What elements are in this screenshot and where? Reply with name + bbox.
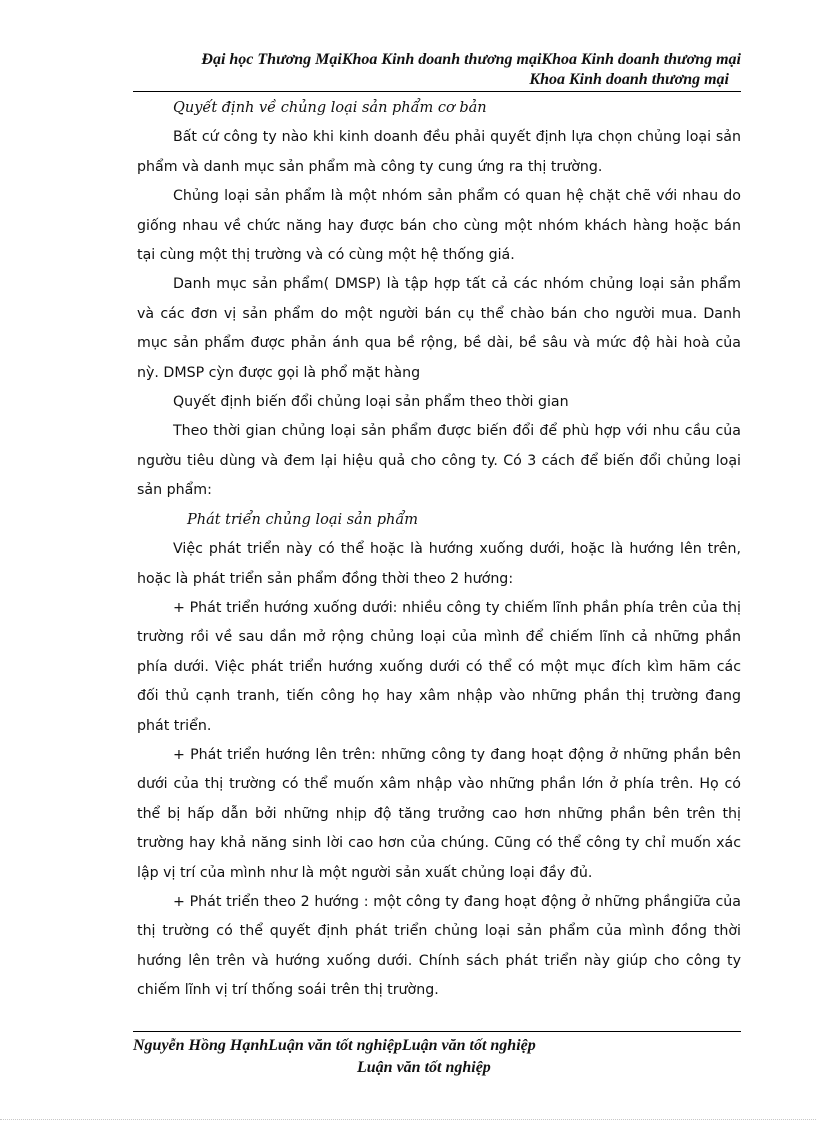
page-footer bbox=[133, 1035, 741, 1079]
paragraph-3: Danh mục sản phẩm( DMSP) là tập hợp tất cả các nhóm chủng loại sản phẩm và các đơn vị sản phẩm do một người bán cụ thể chào bán cho người mua. Danh mục sản phẩm được phản ánh qua bề rộng, bề dài, bề sâu và mức độ hài hoà của nỳ. DMSP cỳn được gọi là phổ mặt hàng bbox=[137, 276, 741, 381]
footer-line-1: Nguyễn Hồng HạnhLuận văn tốt nghiệpLuận văn tốt nghiệp bbox=[133, 1037, 536, 1054]
header-line-1: Đại học Thương MạiKhoa Kinh doanh thương mạiKhoa Kinh doanh thương mại bbox=[201, 51, 741, 68]
paragraph-2: Chủng loại sản phẩm là một nhóm sản phẩm có quan hệ chặt chẽ với nhau do giống nhau về chức năng hay được bán cho cùng một nhóm khách hàng hoặc bán tại cùng một thị trường và có cùng một hệ thống giá. bbox=[137, 188, 741, 264]
section-heading-basic: Quyết định về chủng loại sản phẩm cơ bản bbox=[173, 100, 487, 116]
paragraph-6: + Phát triển hướng xuống dưới: nhiều công ty chiếm lĩnh phần phía trên của thị trường rồi về sau dần mở rộng chủng loại của mình để chiếm lĩnh cả những phần phía dưới. Việc phát triển hướng xuống dưới có thể có một mục đích kìm hãm các đối thủ cạnh tranh, tiến công họ hay xâm nhập vào những phần thị trường đang phát triển. bbox=[137, 599, 741, 734]
document-body bbox=[137, 94, 741, 1006]
paragraph-8: + Phát triển theo 2 hướng : một công ty đang hoạt động ở những phầngiữa của thị trường có thể quyết định phát triển chủng loại sản phẩm của mình đồng thời hướng lên trên và hướng xuống dưới. Chính sách phát triển này giúp cho công ty chiếm lĩnh vị trí thống soái trên thị trường. bbox=[137, 893, 741, 999]
page-boundary bbox=[0, 1119, 816, 1120]
footer-line-2: Luận văn tốt nghiệp bbox=[357, 1059, 491, 1076]
paragraph-5: Việc phát triển này có thể hoặc là hướng xuống dưới, hoặc là hướng lên trên, hoặc là phát triển sản phẩm đồng thời theo 2 hướng: bbox=[137, 541, 741, 587]
paragraph-1: Bất cứ công ty nào khi kinh doanh đều phải quyết định lựa chọn chủng loại sản phẩm và danh mục sản phẩm mà công ty cung ứng ra thị trường. bbox=[137, 129, 741, 175]
paragraph-7: + Phát triển hướng lên trên: những công ty đang hoạt động ở những phần bên dưới của thị trường có thể muốn xâm nhập vào những phần lớn ở phía trên. Họ có thể bị hấp dẫn bởi những nhịp độ tăng trưởng cao hơn những phần bên trên thị trường hay khả năng sinh lời cao hơn của chúng. Cũng có thể công ty chỉ muốn xác lập vị trí của mình như là một người sản xuất chủng loại đầy đủ. bbox=[137, 746, 741, 881]
subsection-heading-develop: Phát triển chủng loại sản phẩm bbox=[187, 511, 419, 528]
paragraph-4: Theo thời gian chủng loại sản phẩm được biến đổi để phù hợp với nhu cầu của ngườu tiêu dùng và đem lại hiệu quả cho công ty. Có 3 cách để biến đổi chủng loại sản phẩm: bbox=[137, 423, 741, 499]
section-heading-change: Quyết định biến đổi chủng loại sản phẩm theo thời gian bbox=[173, 394, 569, 411]
page-header bbox=[133, 50, 741, 90]
header-line-2: Khoa Kinh doanh thương mại bbox=[529, 71, 729, 88]
footer-rule bbox=[133, 1031, 741, 1032]
header-rule bbox=[133, 91, 741, 92]
